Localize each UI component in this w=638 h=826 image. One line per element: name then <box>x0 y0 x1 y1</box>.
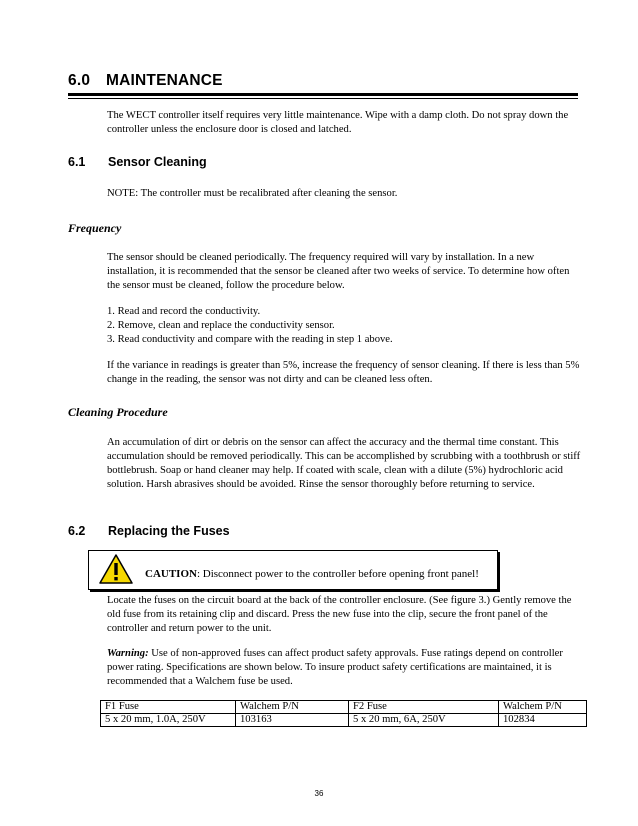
intro-paragraph: The WECT controller itself requires very little maintenance. Wipe with a damp cloth. Do not spray down the controller unless the enclosure door is closed and latched. <box>107 110 569 135</box>
list-item: 2. Remove, clean and replace the conductivity sensor. <box>107 320 335 331</box>
table-header-cell: F2 Fuse <box>349 701 499 714</box>
page-number: 36 <box>314 789 324 798</box>
table-cell: 5 x 20 mm, 6A, 250V <box>349 714 499 727</box>
subsection-title: Sensor Cleaning <box>108 155 207 169</box>
warning-triangle-icon <box>98 553 134 585</box>
variance-paragraph: If the variance in readings is greater than 5%, increase the frequency of sensor cleaning. If there is less than 5% change in the reading, the sensor was not dirty and can be cleaned less often. <box>107 360 580 385</box>
table-header-cell: Walchem P/N <box>236 701 349 714</box>
subsection-heading-sensor-cleaning <box>68 155 207 169</box>
warning-paragraph <box>107 647 582 689</box>
table-cell: 102834 <box>499 714 587 727</box>
procedure-steps <box>107 305 582 347</box>
table-header-row <box>101 701 587 714</box>
table-header-cell: Walchem P/N <box>499 701 587 714</box>
subsection-heading-fuses <box>68 524 230 538</box>
recalibrate-note: NOTE: The controller must be recalibrated after cleaning the sensor. <box>107 188 398 199</box>
subsection-number: 6.2 <box>68 524 86 538</box>
caution-message <box>145 568 479 580</box>
table-row <box>101 714 587 727</box>
caution-body: : Disconnect power to the controller before opening front panel! <box>196 568 479 580</box>
warning-label: Warning: <box>107 648 149 659</box>
section-title: MAINTENANCE <box>106 72 223 89</box>
subsection-title: Replacing the Fuses <box>108 524 230 538</box>
fuse-locate-paragraph: Locate the fuses on the circuit board at the back of the controller enclosure. (See figure 3.) Gently remove the old fuse from its retaining clip and discard. Press the new fuse into the clip, secure the front panel of the controller and return power to the unit. <box>107 595 572 634</box>
table-cell: 5 x 20 mm, 1.0A, 250V <box>101 714 236 727</box>
warning-body: Use of non-approved fuses can affect product safety approvals. Fuse ratings depend on controller power rating. Specifications are shown below. To insure product safety certifications are maintained, it is recommended that a Walchem fuse be used. <box>107 648 563 687</box>
list-item: 3. Read conductivity and compare with the reading in step 1 above. <box>107 334 393 345</box>
frequency-heading: Frequency <box>68 221 122 235</box>
section-number: 6.0 <box>68 72 91 89</box>
frequency-paragraph: The sensor should be cleaned periodically. The frequency required will vary by installation. In a new installation, it is recommended that the sensor be cleaned after two weeks of service. To determine how often the sensor must be cleaned, follow the procedure below. <box>107 252 570 291</box>
cleaning-procedure-paragraph: An accumulation of dirt or debris on the sensor can affect the accuracy and the thermal time constant. This accumulation should be removed periodically. This can be accomplished by scrubbing with a toothbrush or stiff bottlebrush. Soap or hand cleaner may help. If coated with scale, clean with a dilute (5%) hydrochloric acid solution. Harsh abrasives should be avoided. Rinse the sensor thoroughly before returning to service. <box>107 437 581 490</box>
subsection-number: 6.1 <box>68 155 86 169</box>
list-item: 1. Read and record the conductivity. <box>107 306 261 317</box>
heading-rule-thin <box>68 98 578 99</box>
table-cell: 103163 <box>236 714 349 727</box>
caution-label: CAUTION <box>145 568 197 580</box>
section-heading <box>68 72 223 90</box>
heading-rule-thick <box>68 93 578 96</box>
fuse-table <box>100 700 587 727</box>
table-header-cell: F1 Fuse <box>101 701 236 714</box>
cleaning-procedure-heading: Cleaning Procedure <box>68 405 168 419</box>
